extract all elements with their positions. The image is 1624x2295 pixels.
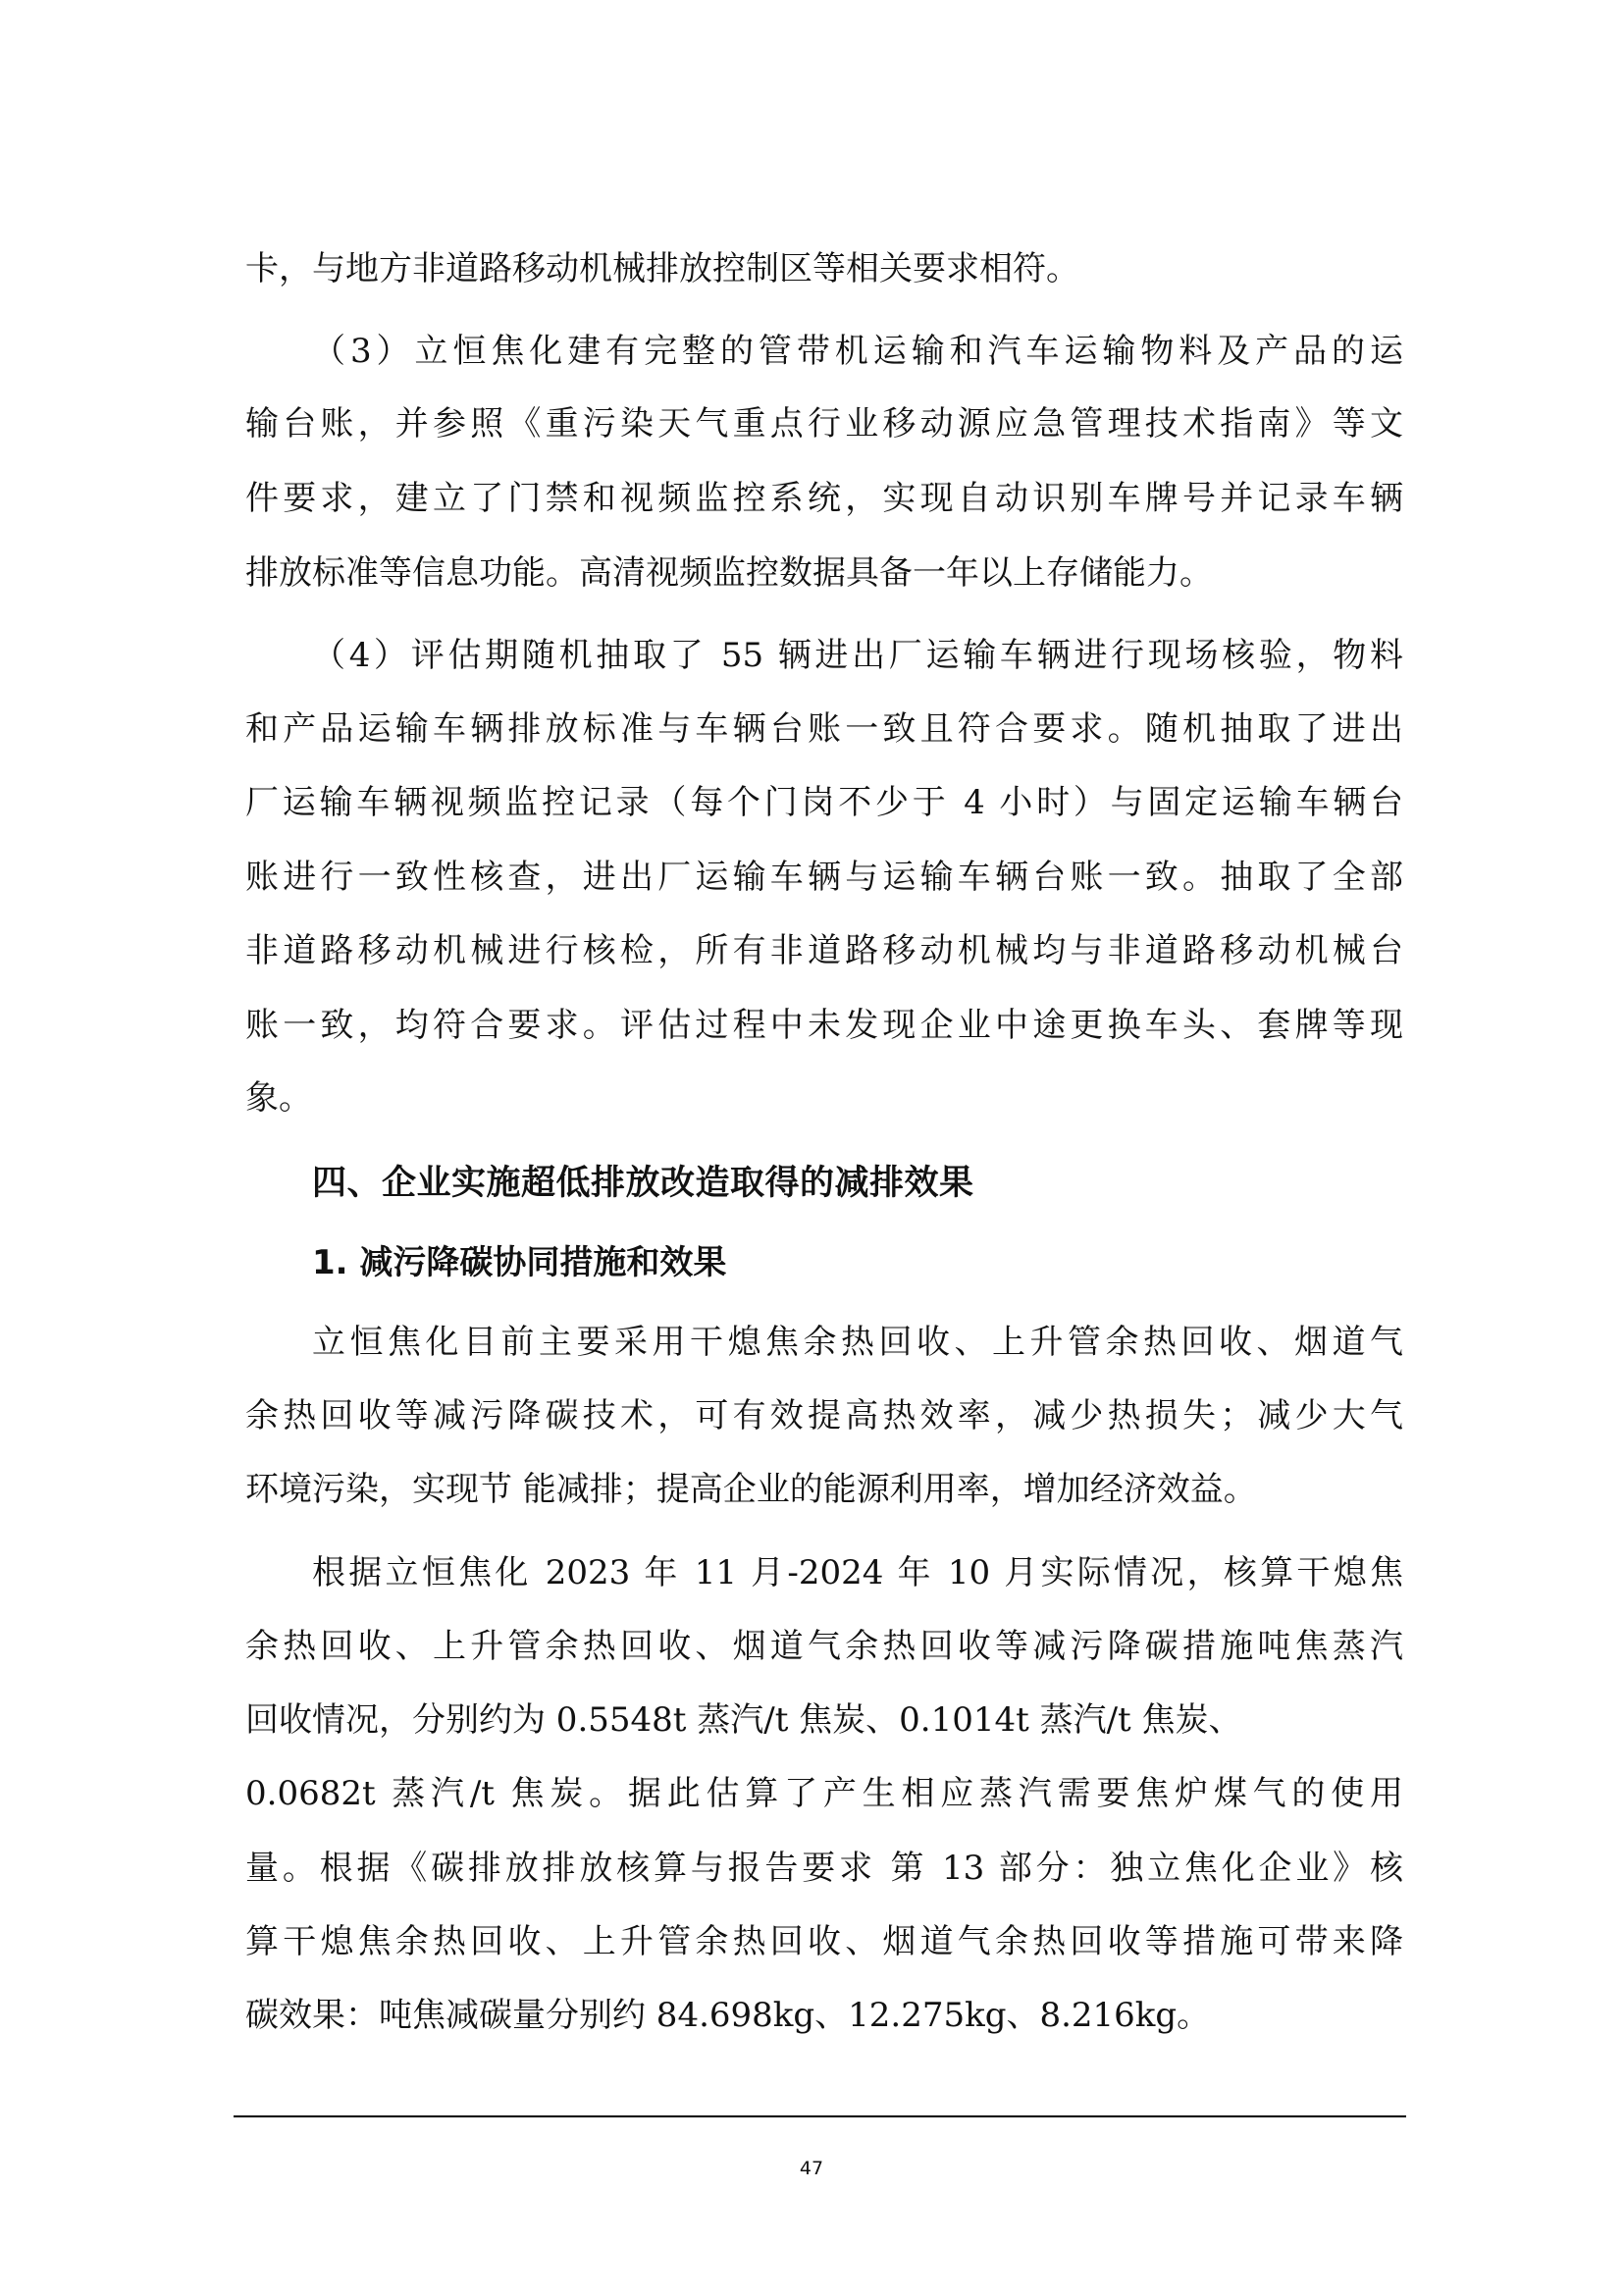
- page-number: 47: [799, 2158, 824, 2179]
- paragraph-line: 卡，与地方非道路移动机械排放控制区等相关要求相符。: [245, 249, 1079, 288]
- paragraph-line: 件要求，建立了门禁和视频监控系统，实现自动识别车牌号并记录车辆: [245, 479, 1403, 518]
- paragraph-line: 和产品运输车辆排放标准与车辆台账一致且符合要求。随机抽取了进出: [245, 709, 1403, 749]
- footer-divider: [234, 2115, 1406, 2117]
- paragraph-line: 立恒焦化目前主要采用干熄焦余热回收、上升管余热回收、烟道气: [312, 1323, 1403, 1362]
- paragraph-line: 账一致，均符合要求。评估过程中未发现企业中途更换车头、套牌等现: [245, 1006, 1403, 1045]
- paragraph-line: 根据立恒焦化 2023 年 11 月-2024 年 10 月实际情况，核算干熄焦: [312, 1553, 1403, 1592]
- section-heading: 四、企业实施超低排放改造取得的减排效果: [312, 1164, 974, 1203]
- paragraph-line: 环境污染，实现节 能减排；提高企业的能源利用率，增加经济效益。: [245, 1470, 1257, 1509]
- paragraph-line: （4）评估期随机抽取了 55 辆进出厂运输车辆进行现场核验，物料: [312, 636, 1403, 675]
- paragraph-line: 算干熄焦余热回收、上升管余热回收、烟道气余热回收等措施可带来降: [245, 1922, 1403, 1961]
- paragraph-line: 排放标准等信息功能。高清视频监控数据具备一年以上存储能力。: [245, 553, 1213, 593]
- paragraph-line: （3）立恒焦化建有完整的管带机运输和汽车运输物料及产品的运: [312, 332, 1403, 371]
- paragraph-line: 非道路移动机械进行核检，所有非道路移动机械均与非道路移动机械台: [245, 931, 1403, 970]
- paragraph-line: 厂运输车辆视频监控记录（每个门岗不少于 4 小时）与固定运输车辆台: [245, 783, 1403, 822]
- paragraph-line: 账进行一致性核查，进出厂运输车辆与运输车辆台账一致。抽取了全部: [245, 858, 1403, 897]
- paragraph-line: 回收情况，分别约为 0.5548t 蒸汽/t 焦炭、0.1014t 蒸汽/t 焦炭、: [245, 1700, 1242, 1740]
- subsection-heading: 1. 减污降碳协同措施和效果: [312, 1243, 727, 1282]
- paragraph-line: 余热回收等减污降碳技术，可有效提高热效率，减少热损失；减少大气: [245, 1396, 1403, 1435]
- paragraph-line: 量。根据《碳排放排放核算与报告要求 第 13 部分：独立焦化企业》核: [245, 1849, 1403, 1888]
- paragraph-line: 余热回收、上升管余热回收、烟道气余热回收等减污降碳措施吨焦蒸汽: [245, 1627, 1403, 1666]
- paragraph-line: 0.0682t 蒸汽/t 焦炭。据此估算了产生相应蒸汽需要焦炉煤气的使用: [245, 1774, 1403, 1813]
- paragraph-line: 输台账，并参照《重污染天气重点行业移动源应急管理技术指南》等文: [245, 404, 1403, 443]
- paragraph-line: 象。: [245, 1078, 312, 1118]
- paragraph-line: 碳效果：吨焦减碳量分别约 84.698kg、12.275kg、8.216kg。: [245, 1996, 1211, 2035]
